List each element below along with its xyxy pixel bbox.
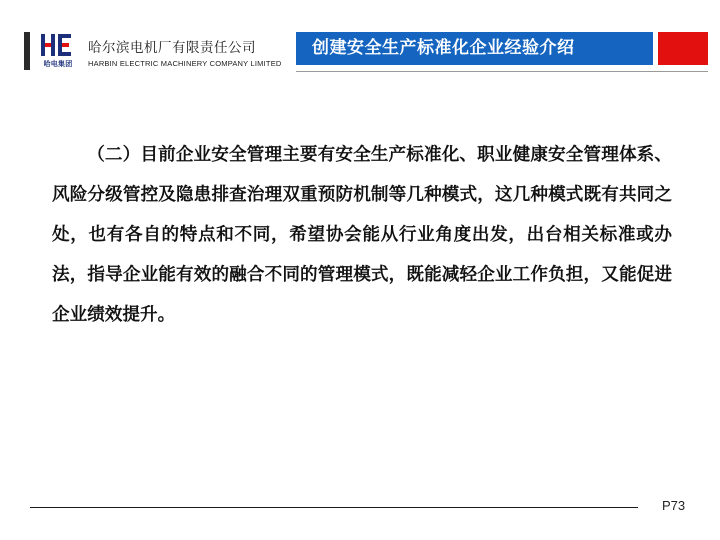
main-paragraph: （二）目前企业安全管理主要有安全生产标准化、职业健康安全管理体系、风险分级管控及隐患排查治理双重预防机制等几种模式，这几种模式既有共同之处，也有各自的特点和不同，希望协会能从行业角度出发，出台相关标准或办法，指导企业能有效的融合不同的管理模式，既能减轻企业工作负担，又能促进企业绩效提升。 — [52, 145, 672, 325]
company-name-en: HARBIN ELECTRIC MACHINERY COMPANY LIMITED — [88, 59, 282, 68]
footer-divider — [30, 507, 638, 508]
logo-caption: 哈电集团 — [43, 60, 73, 68]
header-left-bar — [24, 32, 30, 70]
header-divider — [296, 71, 708, 72]
section-title: 创建安全生产标准化企业经验介绍 — [296, 32, 653, 65]
company-name-cn: 哈尔滨电机厂有限责任公司 — [88, 40, 256, 56]
he-logo-icon — [40, 33, 72, 57]
header-red-block — [658, 32, 708, 65]
page-number: P73 — [662, 498, 686, 513]
